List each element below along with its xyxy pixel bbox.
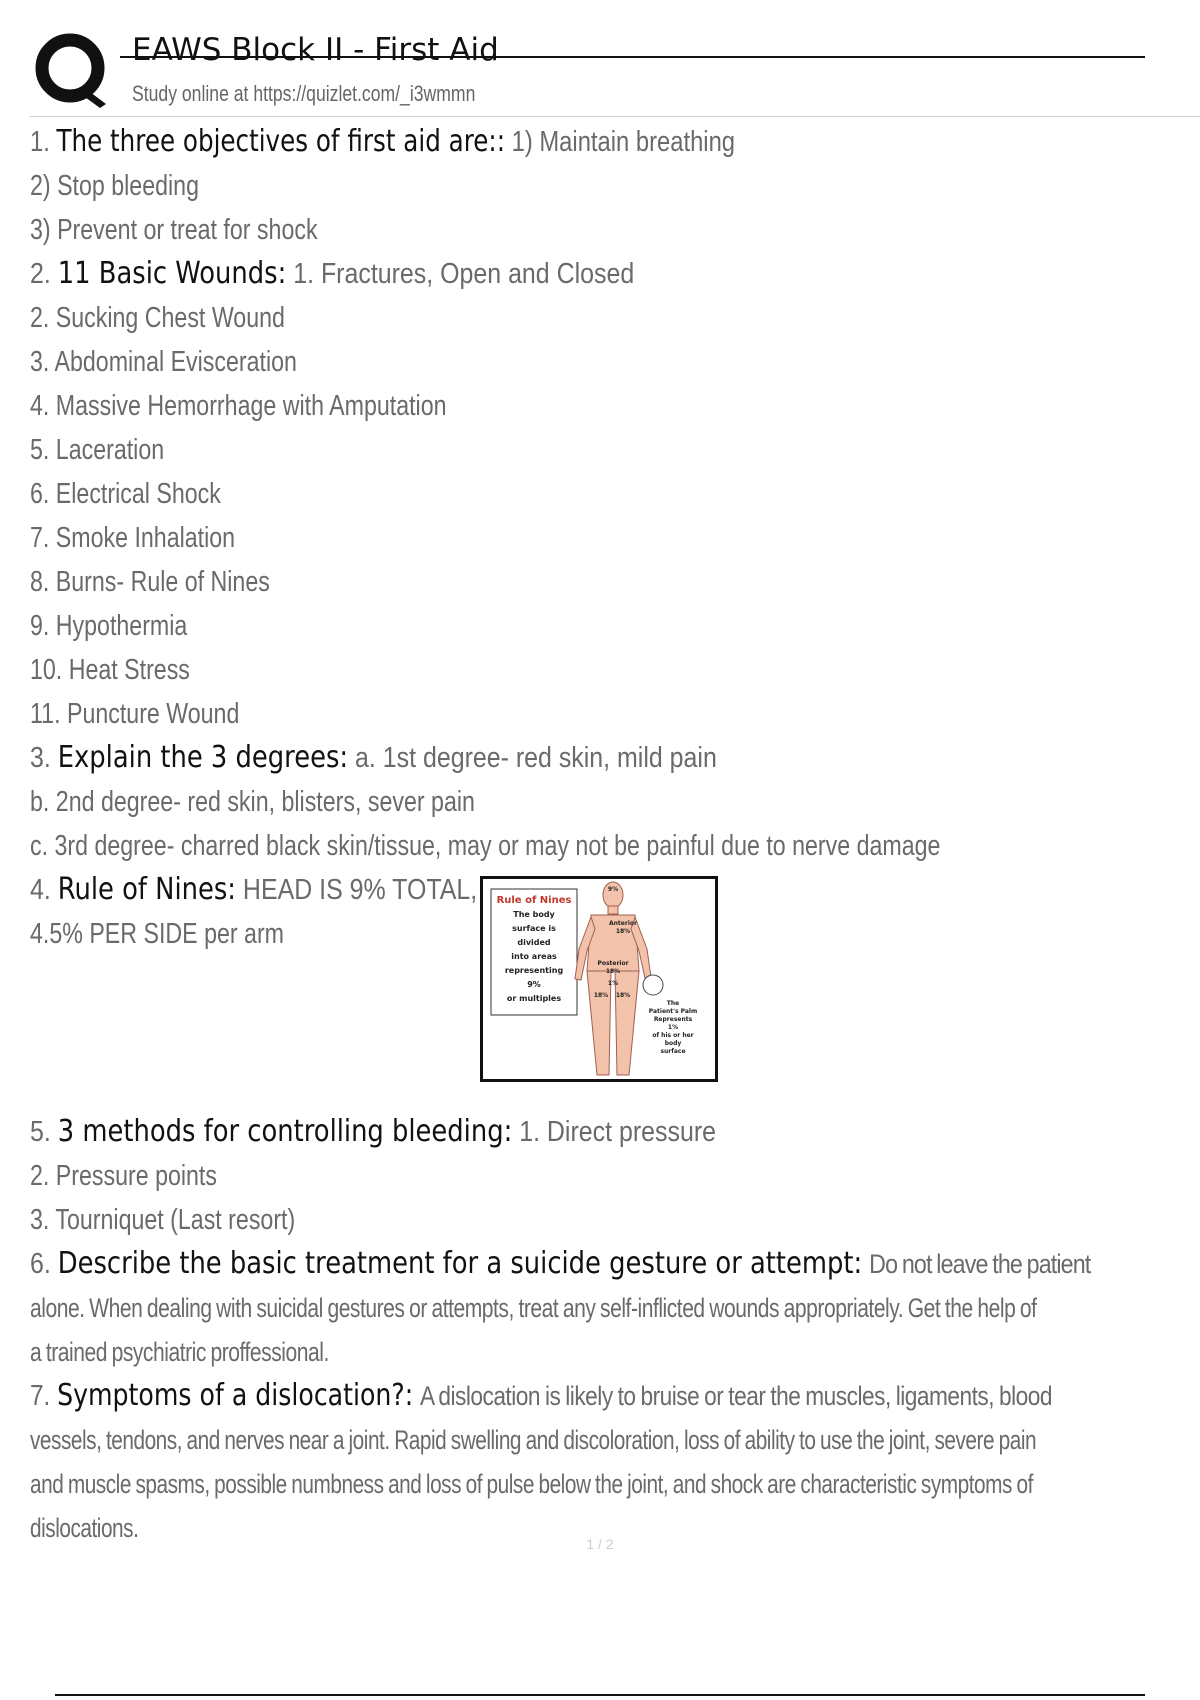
- document-title: EAWS Block II - First Aid: [132, 32, 499, 68]
- card-definition-line: Do not leave the patient: [869, 1249, 1091, 1279]
- card-definition-line: 10. Heat Stress: [30, 654, 190, 686]
- label-anterior-pct: 18%: [615, 928, 631, 935]
- card-definition-line: 5. Laceration: [30, 434, 165, 466]
- card-number: 1.: [30, 126, 50, 158]
- footer-divider: [55, 1694, 1145, 1696]
- card-definition-line: b. 2nd degree- red skin, blisters, sever pain: [30, 786, 475, 818]
- card-definition-line: and muscle spasms, possible numbness and loss of pulse below the joint, and shock are characteristic symptoms of: [30, 1469, 1033, 1499]
- card-definition-line: dislocations.: [30, 1513, 139, 1543]
- label-head: 9%: [607, 886, 619, 893]
- image-box-text: representing: [504, 966, 564, 975]
- flashcard-6: [30, 1242, 1195, 1374]
- card-definition-line: a. 1st degree- red skin, mild pain: [355, 742, 717, 774]
- label-posterior: Posterior: [597, 960, 629, 967]
- card-definition-line: 8. Burns- Rule of Nines: [30, 566, 270, 598]
- card-definition-line: 7. Smoke Inhalation: [30, 522, 236, 554]
- image-box-text: surface is: [512, 924, 556, 933]
- image-box-text: divided: [517, 938, 551, 947]
- card-definition-line: 2) Stop bleeding: [30, 170, 199, 202]
- label-anterior: Anterior: [609, 920, 637, 927]
- image-box-title: Rule of Nines: [496, 895, 572, 906]
- flashcard-3: [30, 736, 1195, 868]
- card-term: 3 methods for controlling bleeding:: [57, 1114, 513, 1149]
- card-definition-line: alone. When dealing with suicidal gestures or attempts, treat any self-inflicted wounds appropriately. Get the help of: [30, 1293, 1037, 1323]
- header-divider: [30, 116, 1200, 117]
- card-number: 2.: [30, 258, 51, 290]
- palm-text: body: [664, 1040, 682, 1047]
- card-definition-line: 3. Abdominal Evisceration: [30, 346, 297, 378]
- card-definition-line: 3) Prevent or treat for shock: [30, 214, 318, 246]
- card-number: 6.: [30, 1248, 51, 1280]
- image-box-text: 9%: [527, 980, 541, 989]
- image-box-text: into areas: [511, 952, 557, 961]
- card-definition-line: 2. Pressure points: [30, 1160, 217, 1192]
- card-definition-line: 6. Electrical Shock: [30, 478, 221, 510]
- label-posterior-pct: 18%: [605, 968, 621, 975]
- card-definition-line: HEAD IS 9% TOTAL,: [242, 874, 478, 906]
- card-number: 5.: [30, 1116, 51, 1148]
- rule-of-nines-image: [480, 876, 718, 1082]
- card-term: Explain the 3 degrees:: [57, 740, 349, 775]
- flashcard-2: [30, 252, 1195, 736]
- image-box-text: The body: [513, 910, 555, 919]
- palm-text: Represents: [653, 1016, 693, 1023]
- card-definition-line: 2. Sucking Chest Wound: [30, 302, 285, 334]
- palm-text: 1%: [667, 1024, 679, 1031]
- flashcard-4: [30, 868, 1195, 1110]
- card-definition-line: 3. Tourniquet (Last resort): [30, 1204, 296, 1236]
- card-definition-line: 4.5% PER SIDE per arm: [30, 918, 284, 950]
- card-number: 7.: [30, 1380, 51, 1412]
- title-strike-line: [120, 56, 1145, 58]
- card-term: Describe the basic treatment for a suicide gesture or attempt:: [57, 1246, 863, 1281]
- palm-text: surface: [660, 1048, 686, 1055]
- card-number: 4.: [30, 874, 51, 906]
- page-number: 1 / 2: [586, 1536, 614, 1552]
- flashcard-1: [30, 120, 1195, 252]
- card-number: 3.: [30, 742, 51, 774]
- image-box-text: or multiples: [506, 994, 562, 1003]
- label-leg-left: 18%: [593, 992, 609, 999]
- card-definition-line: a trained psychiatric proffessional.: [30, 1337, 329, 1367]
- flashcard-7: [30, 1374, 1195, 1550]
- body-figure: [575, 882, 651, 1075]
- card-term: 11 Basic Wounds:: [57, 256, 287, 291]
- card-term: Rule of Nines:: [57, 872, 236, 907]
- flashcard-list: [30, 120, 1195, 1550]
- card-term: Symptoms of a dislocation?:: [57, 1378, 414, 1413]
- study-online-link[interactable]: Study online at https://quizlet.com/_i3wmmn: [132, 81, 476, 106]
- card-definition-line: A dislocation is likely to bruise or tear the muscles, ligaments, blood: [420, 1381, 1052, 1411]
- quizlet-logo-icon: [32, 30, 112, 110]
- card-definition-line: 9. Hypothermia: [30, 610, 188, 642]
- palm-text: The: [666, 1000, 680, 1007]
- palm-text: Patient's Palm: [648, 1008, 698, 1015]
- card-definition-line: vessels, tendons, and nerves near a joint. Rapid swelling and discoloration, loss of ability to use the joint, severe pain: [30, 1425, 1037, 1455]
- card-definition-line: 11. Puncture Wound: [30, 698, 240, 730]
- palm-text: of his or her: [652, 1032, 694, 1039]
- label-groin: 1%: [607, 980, 619, 987]
- card-definition-line: c. 3rd degree- charred black skin/tissue, may or may not be painful due to nerve damage: [30, 830, 941, 862]
- card-definition-line: 1. Fractures, Open and Closed: [293, 258, 635, 290]
- card-definition-line: 4. Massive Hemorrhage with Amputation: [30, 390, 447, 422]
- card-definition-line: 1) Maintain breathing: [511, 126, 736, 158]
- card-definition-line: 1. Direct pressure: [519, 1116, 717, 1148]
- label-leg-right: 18%: [615, 992, 631, 999]
- flashcard-5: [30, 1110, 1195, 1242]
- card-term: The three objectives of first aid are::: [56, 124, 506, 159]
